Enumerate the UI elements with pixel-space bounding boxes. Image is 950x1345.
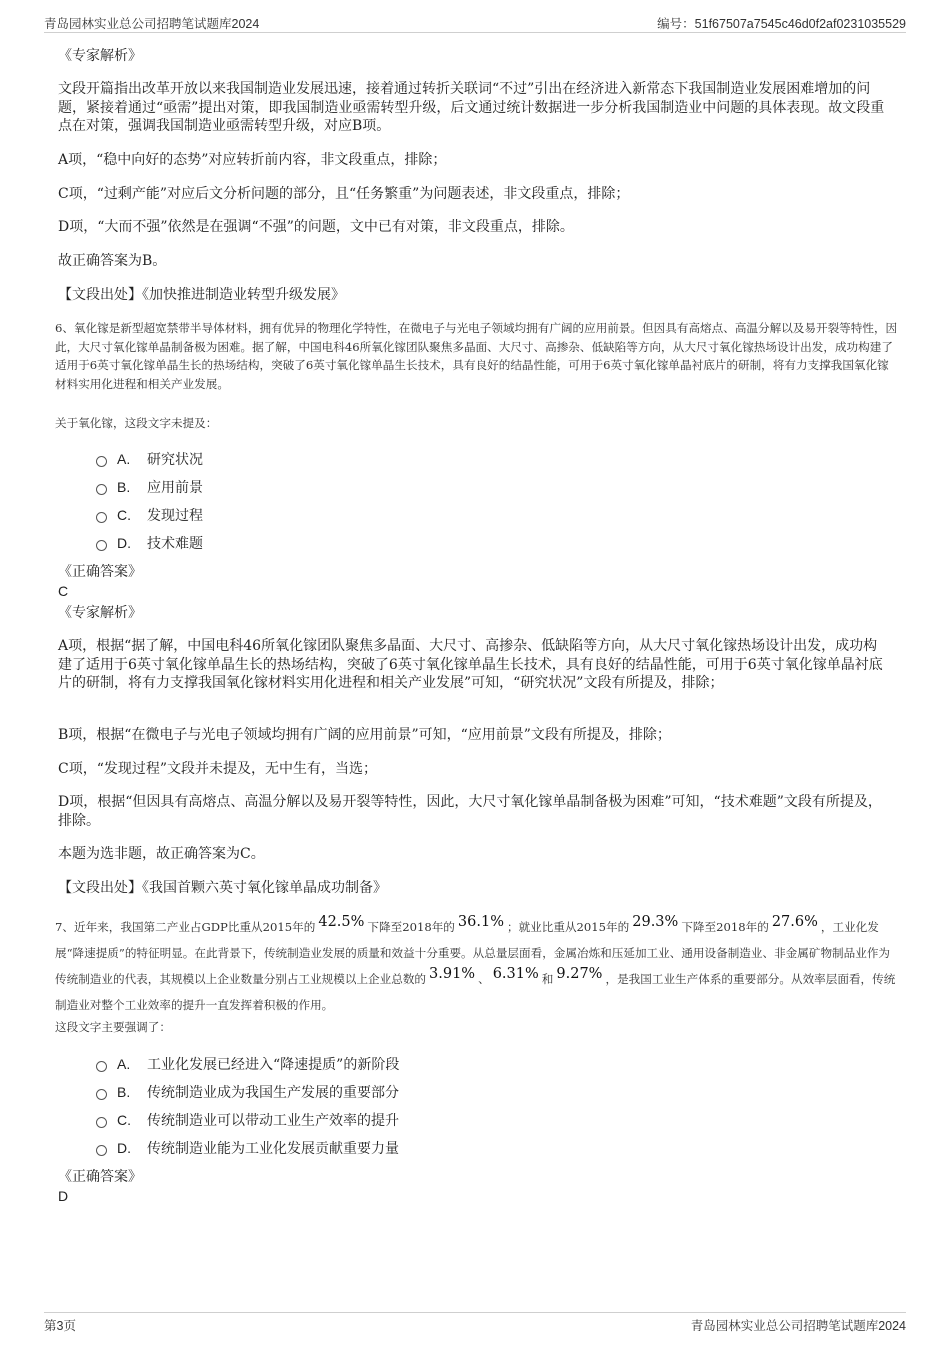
q7-question-text: 7、近年来，我国第二产业占GDP比重从2015年的 42.5% 下降至2018年的 36.1% ；就业比重从2015年的 29.3% 下降至2018年的 27.6% ，工业化发展“降速提质”的特征明显。在此背景下，传统制造业发展的质量和效益十分重要。从总量层面看，金属冶炼和压延加工业、通用设备制造业、非金属矿物制品业作为传统制造业的代表，其规模以上企业数量分别占工业规模以上企业总数的 3.91% 、 6.31% 和 9.27% ，是我国工业生产体系的重要部分。从效率层面看，传统制造业对整个工业效率的提升一直发挥着积极的作用。 [55,914,896,1012]
q7-value-mineral: 9.27% [556,966,603,982]
radio-icon[interactable] [96,456,107,467]
q6-analysis-d: D项，根据“但因具有高熔点、高温分解以及易开裂等特性，因此，大尺寸氧化镓单晶制备极为困难”可知，“技术难题”文段有所提及，排除。 [58,794,882,829]
header-title: 青岛园林实业总公司招聘笔试题库2024 [44,17,260,31]
q6-option-c[interactable]: C. 发现过程 [96,501,203,529]
q7-value-gdp-2015: 42.5% [318,914,365,930]
radio-icon[interactable] [96,1145,107,1156]
q7-value-emp-2018: 27.6% [771,914,818,930]
q5-analysis-para: 文段开篇指出改革开放以来我国制造业发展迅速，接着通过转折关联词“不过”引出在经济进入新常态下我国制造业发展困难增加的问题，紧接着通过“亟需”提出对策，即我国制造业亟需转型升级，后文通过统计数据进一步分析我国制造业中问题的具体表现。故文段重点在对策，强调我国制造业亟需转型升级，对应B项。 [58,81,885,134]
q5-analysis-a: A项，“稳中向好的态势”对应转折前内容，非文段重点，排除； [58,152,447,168]
q7-answer: D [58,1188,69,1204]
q7-value-emp-2015: 29.3% [632,914,679,930]
footer-title: 青岛园林实业总公司招聘笔试题库2024 [690,1319,906,1333]
radio-icon[interactable] [96,484,107,495]
radio-icon[interactable] [96,540,107,551]
page-footer [44,1312,906,1335]
q5-analysis-label: 《专家解析》 [58,48,142,64]
q6-question-text: 6、氧化镓是新型超宽禁带半导体材料，拥有优异的物理化学特性，在微电子与光电子领域均拥有广阔的应用前景。但因具有高熔点、高温分解以及易开裂等特性，因此，大尺寸氧化镓单晶制备极为困难。据了解，中国电科46所氧化镓团队聚焦多晶面、大尺寸、高掺杂、低缺陷等方向，从大尺寸氧化镓热场设计出发，成功构建了适用于6英寸氧化镓单晶生长的热场结构，突破了6英寸氧化镓单晶生长技术，具有良好的结晶性能，可用于6英寸氧化镓单晶衬底片的研制，将有力支撑我国氧化镓材料实用化进程和相关产业发展。 [55,321,898,391]
q6-analysis-a: A项，根据“据了解，中国电科46所氧化镓团队聚焦多晶面、大尺寸、高掺杂、低缺陷等方向，从大尺寸氧化镓热场设计出发，成功构建了适用于6英寸氧化镓单晶生长的热场结构，突破了6英寸氧化镓单晶生长技术，具有良好的结晶性能，可用于6英寸氧化镓单晶衬底片的研制，将有力支撑我国氧化镓材料实用化进程和相关产业发展”可知，“研究状况”文段有所提及，排除； [58,638,883,691]
q6-analysis-c: C项，“发现过程”文段并未提及，无中生有，当选； [58,761,378,777]
q6-option-d[interactable]: D. 技术难题 [96,529,203,557]
q6-answer-label: 《正确答案》 [58,564,142,580]
q7-options [96,1050,399,1162]
q7-answer-label: 《正确答案》 [58,1169,142,1185]
q7-option-b[interactable]: B. 传统制造业成为我国生产发展的重要部分 [96,1078,399,1106]
q6-options [96,445,203,557]
q5-source: 【文段出处】《加快推进制造业转型升级发展》 [58,287,345,303]
q7-option-a[interactable]: A. 工业化发展已经进入“降速提质”的新阶段 [96,1050,399,1078]
q7-value-gdp-2018: 36.1% [457,914,504,930]
q5-analysis-c: C项，“过剩产能”对应后文分析问题的部分，且“任务繁重”为问题表述，非文段重点，排除； [58,186,630,202]
page-header [44,10,906,33]
q6-source: 【文段出处】《我国首颗六英寸氧化镓单晶成功制备》 [58,880,387,896]
radio-icon[interactable] [96,1117,107,1128]
footer-page-number: 第3页 [44,1319,76,1333]
radio-icon[interactable] [96,1089,107,1100]
q6-conclusion: 本题为选非题，故正确答案为C。 [58,846,265,862]
q6-analysis-b: B项，根据“在微电子与光电子领域均拥有广阔的应用前景”可知，“应用前景”文段有所提及，排除； [58,727,671,743]
q7-option-d[interactable]: D. 传统制造业能为工业化发展贡献重要力量 [96,1134,399,1162]
q6-option-b[interactable]: B. 应用前景 [96,473,203,501]
q5-conclusion: 故正确答案为B。 [58,253,167,269]
radio-icon[interactable] [96,512,107,523]
radio-icon[interactable] [96,1061,107,1072]
q6-prompt: 关于氧化镓，这段文字未提及： [55,416,218,430]
q5-analysis-d: D项，“大而不强”依然是在强调“不强”的问题，文中已有对策，非文段重点，排除。 [58,219,574,235]
q7-value-metal: 3.91% [429,966,476,982]
header-serial: 编号：51f67507a7545c46d0f2af0231035529 [657,17,906,31]
q6-answer: C [58,583,69,599]
q6-option-a[interactable]: A. 研究状况 [96,445,203,473]
q7-value-equipment: 6.31% [492,966,539,982]
q7-prompt: 这段文字主要强调了： [55,1020,171,1034]
q6-analysis-label: 《专家解析》 [58,605,142,621]
q7-option-c[interactable]: C. 传统制造业可以带动工业生产效率的提升 [96,1106,399,1134]
